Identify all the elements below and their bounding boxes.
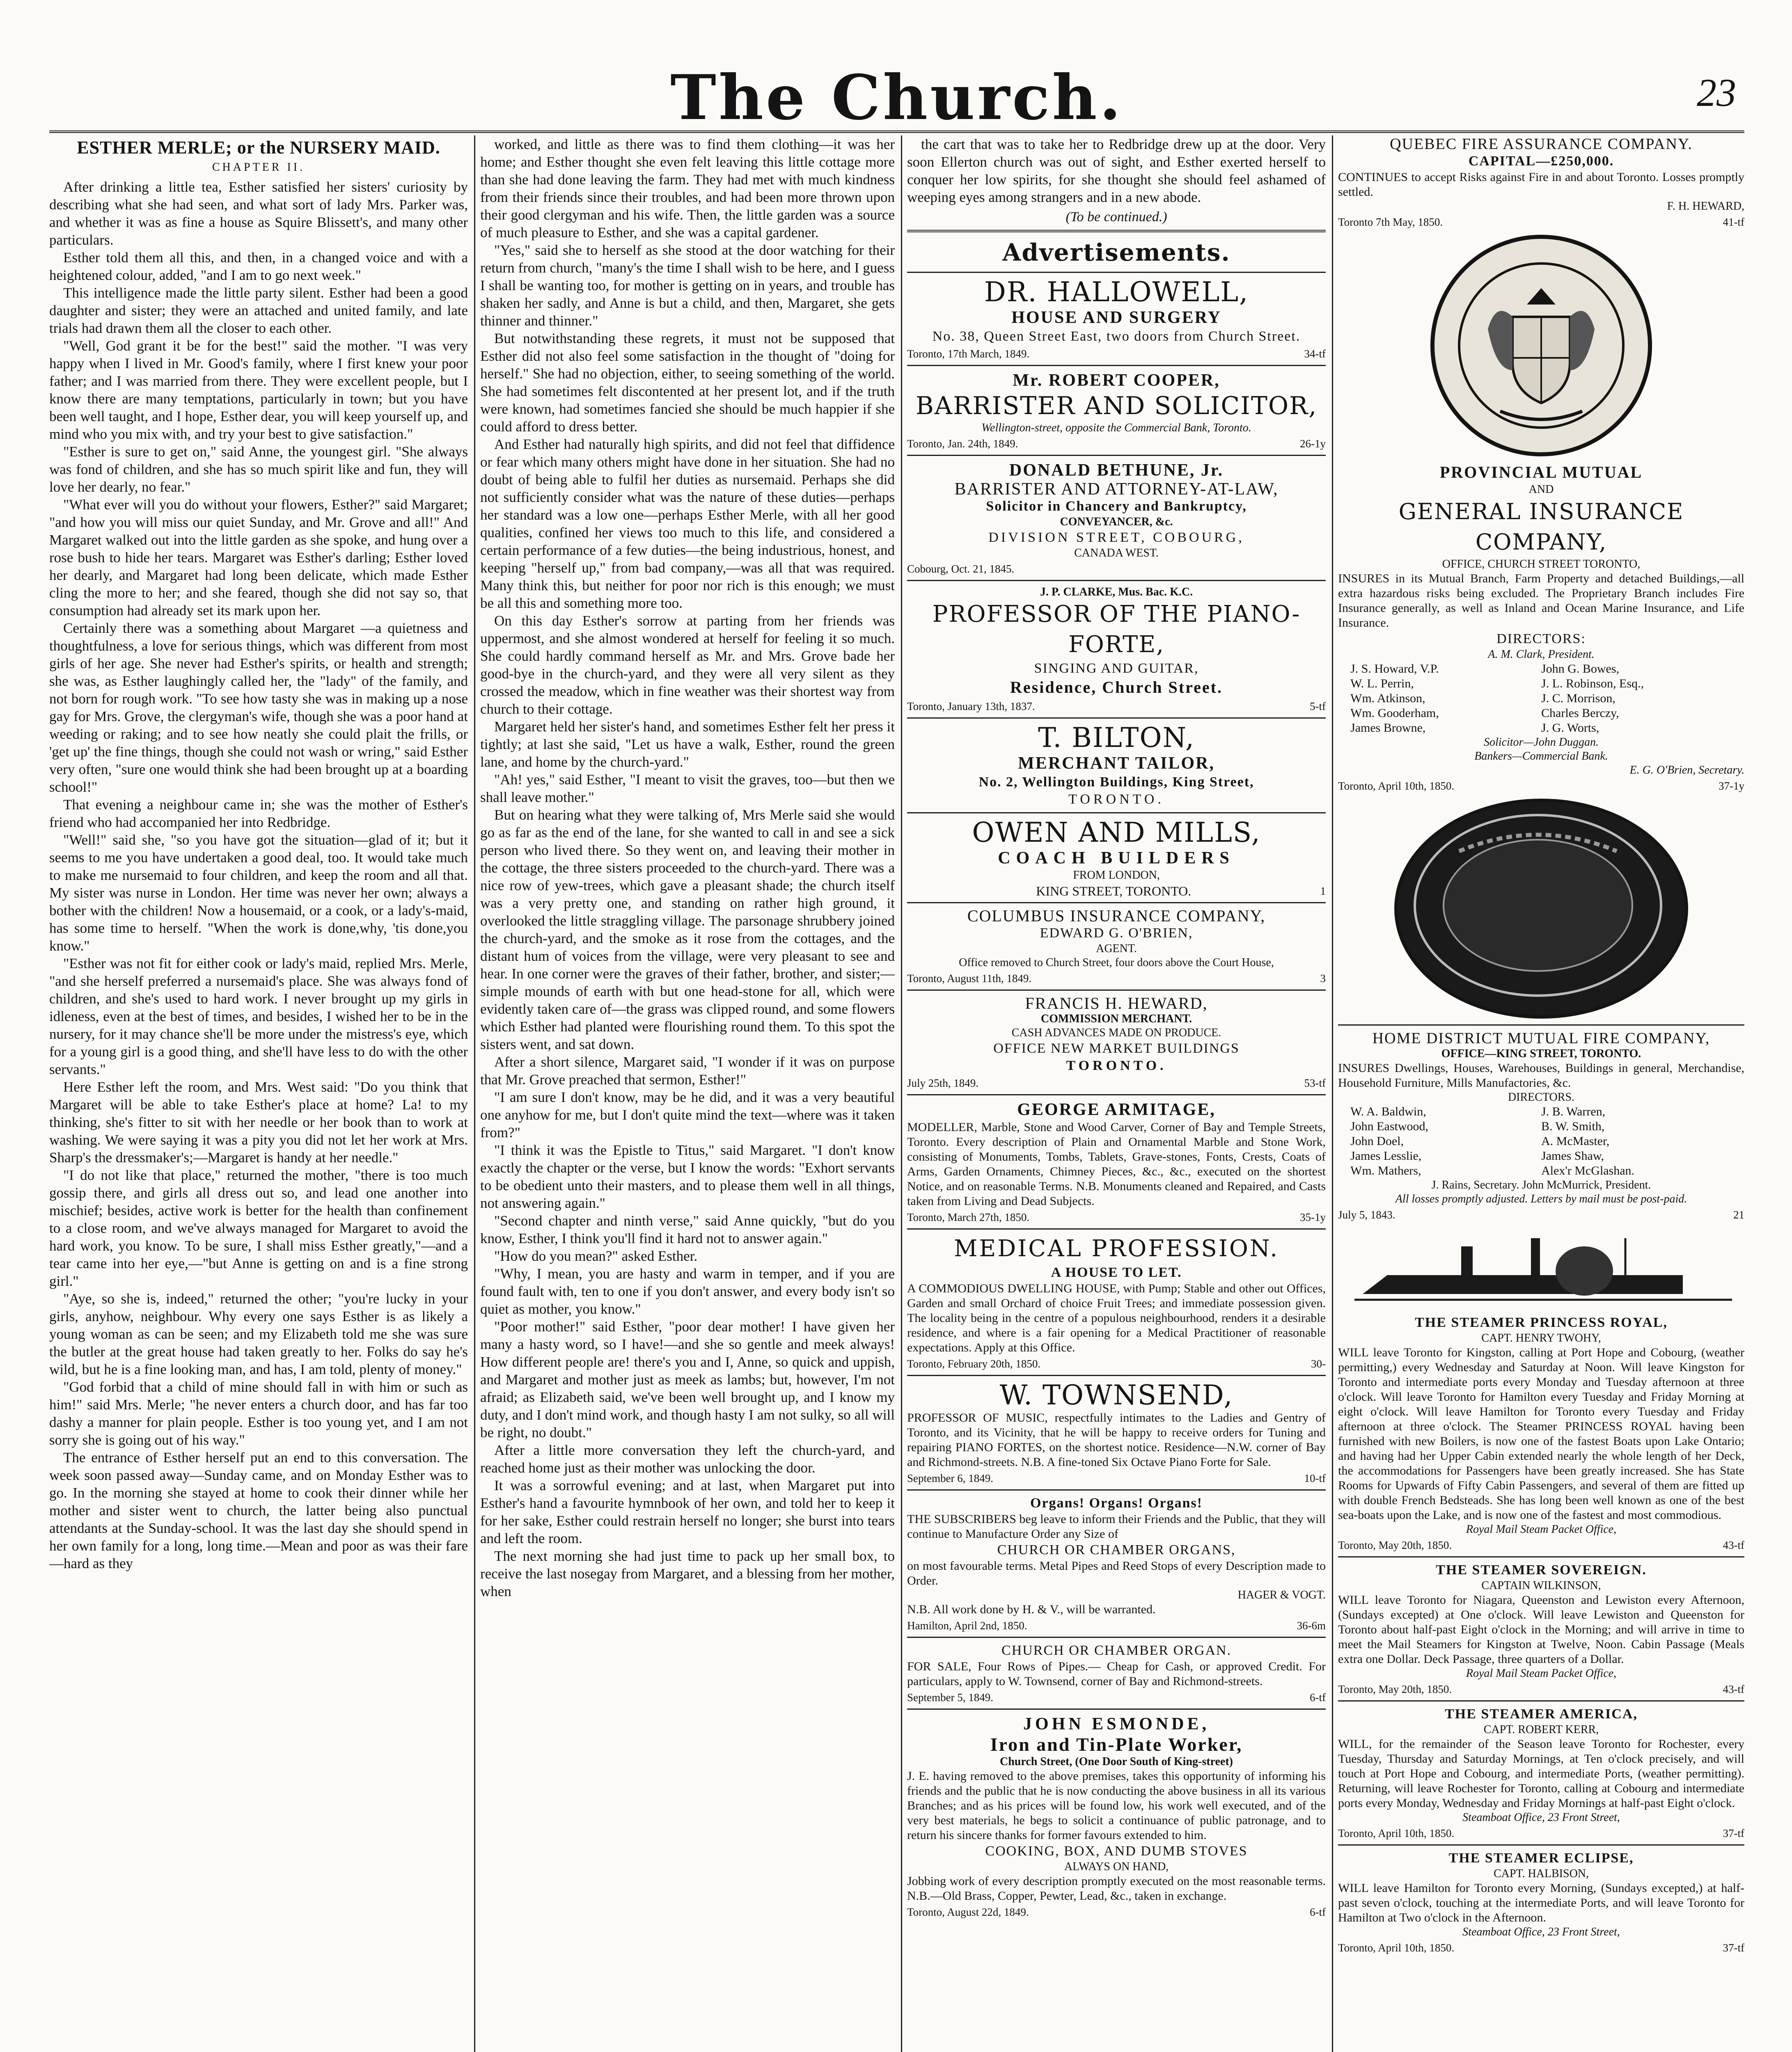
ad-heward: FRANCIS H. HEWARD, COMMISSION MERCHANT. CASH ADVANCES MADE ON PRODUCE. OFFICE NEW MARKET BUILDINGS TORONTO. July 25th, 1849. 53-tf — [907, 994, 1326, 1089]
director-name: Charles Berczy, — [1541, 706, 1619, 720]
story-paragraph: "I do not like that place," returned the mother, "there is too much gossip there, and girls all dress out so, and lead one another into mischief; besides, active work is better for the health than confinement to a close room, and we've always managed for Margaret to avoid the hard work, you know. To be sure, I shall miss Esther greatly,"—and a tear came into her eye,—"but Anne is getting on and is a fine strong girl." — [49, 1167, 468, 1289]
page-number: 23 — [1697, 71, 1736, 115]
ad-bethune: DONALD BETHUNE, Jr. BARRISTER AND ATTORNEY-AT-LAW, Solicitor in Chancery and Bankruptcy, CONVEYANCER, &c. DIVISION STREET, COBOURG, CANADA WEST. Cobourg, Oct. 21, 1845. — [907, 461, 1279, 575]
story-paragraph: On this day Esther's sorrow at parting from her friends was uppermost, and she almost wondered at herself for feeling it so much. She could hardly command herself as Mr. and Mrs. Grove bade her good-bye in the church-yard, and they were all very silent as they crossed the meadow, which in fine weather was their shortest way from church to their cottage. — [480, 613, 895, 717]
ad-organ-sale: CHURCH OR CHAMBER ORGAN. FOR SALE, Four Rows of Pipes.— Cheap for Cash, or approved Credit. For particulars, apply to W. Townsend, corner of Bay and Richmond-streets. September 5, 1849. 6-tf — [907, 1643, 1326, 1704]
story-paragraph: After a short silence, Margaret said, "I wonder if it was on purpose that Mr. Grove preached that sermon, Esther!" — [480, 1054, 895, 1088]
ad-home-district: HOME DISTRICT MUTUAL FIRE COMPANY, OFFICE—KING STREET, TORONTO. INSURES Dwellings, Houses, Warehouses, Buildings in general, Merchandise, Household Furniture, Mills Manufactories, &c. DIRECTORS. W. A. Baldwin, John Eastwood, John Doel, James Lesslie, Wm. Mathers, J. B. Warren, B. W. Smith, A. McMaster, James Shaw, Alex'r McGlashan. J. Rains, Secretary. John McMurrick, President. All losses promptly adjusted. Letters by mail must be post-paid. July 5, 1843. 21 — [1338, 1030, 1744, 1221]
story-paragraph: "Well!" said she, "so you have got the situation—glad of it; but it seems to me you have undertaken a good deal, too. It would take much to make me nursemaid to four children, and keep the room and all that. My sister was nurse in London. Her time was never her own; always a bother with the children! Now a housemaid, or a cook, or a lady's-maid, has some time to herself. "When the work is done,why, 'tis done,you know." — [49, 832, 468, 954]
director-name: John G. Bowes, — [1541, 662, 1620, 676]
column-2 — [480, 135, 895, 2052]
newspaper-title: The Church. — [670, 62, 1123, 134]
director-name: Wm. Atkinson, — [1350, 692, 1425, 705]
story-paragraph: "Poor mother!" said Esther, "poor dear mother! I have given her many a hasty word, so I have!—and she so gentle and meek always! How different people are! there's you and I, Anne, so quick and uppish, and Margaret and mother just as meek as lambs; but, however, I'm not afraid; as Elizabeth said, we've been well brought up, and I know my duty, and I don't mind work, and though hasty I am not sulky, so all will be right, no doubt." — [480, 1319, 895, 1441]
director-name: James Lesslie, — [1350, 1149, 1422, 1163]
story-paragraph: After drinking a little tea, Esther satisfied her sisters' curiosity by describing what she had seen, and what sort of lady Mrs. Parker was, and whether it was as fine a house as Squire Blissett's, and many other particulars. — [49, 179, 468, 248]
director-name: W. A. Baldwin, — [1350, 1105, 1426, 1118]
ad-clarke: J. P. CLARKE, Mus. Bac. K.C. PROFESSOR OF THE PIANO-FORTE, SINGING AND GUITAR, Residence, Church Street. Toronto, January 13th, 1837. 5-tf — [907, 586, 1326, 712]
story-paragraph: "Yes," said she to herself as she stood at the door watching for their return from church, "many's the time I shall wish to be here, and I guess I shall be wanting too, for mother is getting on in years, and trouble has shaken her sadly, and Anne is but a child, and then, Margaret, she gets thinner and thinner." — [480, 242, 895, 329]
to-be-continued: (To be continued.) — [1066, 209, 1167, 224]
story-paragraph: The entrance of Esther herself put an end to this conversation. The week soon passed away—Sunday came, and on Monday Esther was to go. In the morning she stayed at home to cook their dinner while her mother and sister went to church, the latter being also punctual attendants at the Sunday-school. It was the last day she should spend in her own family for a long, long time.—Mean and poor as was their fare—hard as they — [49, 1450, 468, 1571]
ad-armitage: GEORGE ARMITAGE, MODELLER, Marble, Stone and Wood Carver, Corner of Bay and Temple Streets, Toronto. Every description of Plain and Ornamental Marble and Stone Work, consisting of Monuments, Tombs, Tablets, Grave-stones, Fonts, Crests, Coats of Arms, Garden Ornaments, Chimney Pieces, &c., &c., executed on the shortest Notice, and on reasonable Terms. N.B. Monuments cleaned and Repaired, and Casts taken from Living and Dead Subjects. Toronto, March 27th, 1850. 35-1y — [907, 1100, 1326, 1223]
ad-america: THE STEAMER AMERICA, CAPT. ROBERT KERR, WILL, for the remainder of the Season leave Toronto for Rochester, every Tuesday, Thursday and Saturday Mornings, at Ten o'clock precisely, and will touch at Port Hope and Cobourg, and intermediate Ports, (weather permitting). Returning, will leave Rochester for Toronto, calling at Cobourg and intermediate ports every Monday, Wednesday and Friday Mornings at half-past Eight o'clock. Steamboat Office, 23 Front Street, Toronto, April 10th, 1850. 37-tf — [1338, 1706, 1744, 1839]
director-name: J. C. Morrison, — [1541, 692, 1616, 705]
advertisements-heading: Advertisements. — [1002, 238, 1231, 266]
director-name: J. L. Robinson, Esq., — [1541, 677, 1644, 690]
ad-esmonde: JOHN ESMONDE, Iron and Tin-Plate Worker, Church Street, (One Door South of King-street) J. E. having removed to the above premises, takes this opportunity of informing his friends and the public that he is now conducting the above business in all its various Branches; and as his prices will be found low, his work well executed, and of the very best materials, he begs to solicit a continuance of public patronage, and to return his sincere thanks for former favours extended to him. COOKING, BOX, AND DUMB STOVES ALWAYS ON HAND, Jobbing work of every description promptly executed on the most reasonable terms. N.B.—Old Brass, Copper, Pewter, Lead, &c., taken in exchange. Toronto, August 22d, 1849. 6-tf — [907, 1715, 1326, 1918]
story-paragraph: "I am sure I don't know, may be he did, and it was a very beautiful one anyhow for me, but I don't quite mind the text—where was it taken from?" — [480, 1089, 895, 1141]
director-name: John Doel, — [1350, 1134, 1404, 1148]
ad-bilton: T. BILTON, MERCHANT TAILOR, No. 2, Wellington Buildings, King Street, TORONTO. — [978, 722, 1254, 807]
story-paragraph: This intelligence made the little party silent. Esther had been a good daughter and sister; they were an attached and united family, and late trials had drawn them all the closer to each other. — [49, 285, 468, 336]
ad-eclipse: THE STEAMER ECLIPSE, CAPT. HALBISON, WILL leave Hamilton for Toronto every Morning, (Sundays excepted,) at half-past seven o'clock, touching at the intermediate Ports, and will leave Toronto for Hamilton at Two o'clock in the Afternoon. Steamboat Office, 23 Front Street, Toronto, April 10th, 1850. 37-tf — [1338, 1850, 1744, 1954]
story-paragraph: "Esther is sure to get on," said Anne, the youngest girl. "She always was fond of children, and she has so much spirit like and fun, they will love her dearly, no fear." — [49, 444, 468, 495]
ad-quebec: QUEBEC FIRE ASSURANCE COMPANY. CAPITAL—£250,000. CONTINUES to accept Risks against Fire in and about Toronto. Losses promptly settled. F. H. HEWARD, Toronto 7th May, 1850. 41-tf — [1338, 135, 1744, 228]
ad-sovereign: THE STEAMER SOVEREIGN. CAPTAIN WILKINSON, WILL leave Toronto for Niagara, Queenston and Lewiston every Afternoon, (Sundays excepted) at One o'clock. Will leave Lewiston and Queenston for Toronto about half-past Eight o'clock in the Morning; and will arrive in time to meet the Mail Steamers for Kingston at Twelve, Noon. Cabin Passage (Meals extra one Dollar. Deck Passage, three quarters of a Dollar. Royal Mail Steam Packet Office, Toronto, May 20th, 1850. 43-tf — [1338, 1562, 1744, 1695]
story-paragraph: After a little more conversation they left the church-yard, and reached home just as their mother was unlocking the door. — [480, 1442, 895, 1476]
story-paragraph: But notwithstanding these regrets, it must not be supposed that Esther did not also feel some satisfaction in the thought of "doing for herself." She had no objection, either, to seeing something of the world. She had sometimes felt discontented at her present lot, and if the truth were known, had sometimes fancied she should be much happier if she could afford to dress better. — [480, 330, 895, 435]
story-paragraph: "Esther was not fit for either cook or lady's maid, replied Mrs. Merle, "and she herself preferred a nursemaid's place. She was always fond of children, and she's used to hard work. I never brought up my girls in idleness, even at the best of times, and besides, I wished her to be in the nursery, for it may chance she'll be more under the mistress's eye, which for a young girl is a good thing, and she'll have less to do with the other servants." — [49, 955, 468, 1077]
chapter-heading: CHAPTER II. — [212, 161, 305, 174]
director-name: A. McMaster, — [1541, 1134, 1610, 1148]
story-paragraph: "Ah! yes," said Esther, "I meant to visit the graves, too—but then we shall leave mother." — [480, 772, 895, 805]
story-paragraph: It was a sorrowful evening; and at last, when Margaret put into Esther's hand a favourite hymnbook of her own, and told her to keep it for her sake, Esther could restrain herself no longer; she burst into tears and left the room. — [480, 1477, 895, 1546]
story-text — [480, 135, 895, 1600]
story-paragraph: worked, and little as there was to find them clothing—it was her home; and Esther thought she even felt leaving this little cottage more than she had done leaving the farm. They had met with much kindness from their friends since their troubles, and had been more thrown upon their good clergyman and his wife. Then, the little garden was a source of much pleasure to Esther, and she was a capital gardener. — [480, 136, 895, 240]
story-paragraph: Esther told them all this, and then, in a changed voice and with a heightened colour, added, "and I am to go next week." — [49, 250, 468, 283]
ad-columbus: COLUMBUS INSURANCE COMPANY, EDWARD G. O'BRIEN, AGENT. Office removed to Church Street, four doors above the Court House, Toronto, August 11th, 1849. 3 — [907, 907, 1326, 985]
story-title: ESTHER MERLE; or the NURSERY MAID. — [77, 137, 440, 158]
story-paragraph: Here Esther left the room, and Mrs. West said: "Do you think that Margaret will be able to take Esther's place at home? La! to my thinking, she's fitter to sit with her needle or her book than to work at washing. We were saying it was a pity you did not let her work at Mrs. Sharp's the dressmaker's;—Margaret is handy at her needle." — [49, 1079, 468, 1166]
story-paragraph: "What ever will you do without your flowers, Esther?" said Margaret; "and how you will miss our quiet Sunday, and Mr. Grove and all!" And Margaret walked out into the little garden as she spoke, and hung over a rose bush to hide her tears. Margaret was Esther's darling; Esther loved her dearly, and Margaret had long been delicate, which made Esther cling the more to her; and she feared, though she did not say so, that consumption had already set its mark upon her. — [49, 497, 468, 618]
director-name: Alex'r McGlashan. — [1541, 1164, 1635, 1177]
ad-princess-royal: THE STEAMER PRINCESS ROYAL, CAPT. HENRY TWOHY, WILL leave Toronto for Kingston, calling at Port Hope and Cobourg, (weather permitting,) every Wednesday and Saturday at Noon. Will leave Kingston for Toronto and intermediate ports every Monday and Tuesday afternoon at three o'clock. Will leave Toronto for Hamilton every Tuesday and Friday Morning at eight o'clock. Will leave Hamilton for Toronto every Tuesday and Friday afternoon at three o'clock. The Steamer PRINCESS ROYAL having been furnished with new Boilers, is now one of the fastest Boats upon Lake Ontario; and having had her Upper Cabin extended nearly the whole length of her Deck, the accommodations for Passengers have been greatly increased. She has State Rooms for Upwards of Fifty Cabin Passengers, and several of them are fitted up with double French Bedsteads. She has long been well known as one of the best sea-boats upon the Lake, and is now one of the fastest and most commodious. Royal Mail Steam Packet Office, Toronto, May 20th, 1850. 43-tf — [1338, 1315, 1744, 1551]
story-paragraph: "Well, God grant it be for the best!" said the mother. "I was very happy when I lived in Mr. Good's family, where I first knew your poor father; and I was married from there. They were excellent people, but I know there are many temptations, particularly in town; but you have been well taught, and I hope, Esther dear, you will keep yourself up, and mind who you mix with, and try your best to give satisfaction." — [49, 338, 468, 442]
company-seal-emblem — [1430, 235, 1652, 456]
story-paragraph: "Aye, so she is, indeed," returned the other; "you're lucky in your girls, anyhow, neighbour. Why every one says Esther is as likely a young woman as can be seen; and my Elizabeth told me she was sure the butler at the great house had taken greatly to her. Folks do say he's wild, but he is a fine looking man, and has, I am told, plenty of money." — [49, 1291, 468, 1377]
home-district-seal-emblem — [1394, 799, 1688, 1019]
ad-organs: Organs! Organs! Organs! THE SUBSCRIBERS beg leave to inform their Friends and the Public, that they will continue to Manufacture Order any Size of CHURCH OR CHAMBER ORGANS, on most favourable terms. Metal Pipes and Reed Stops of every Description made to Order. HAGER & VOGT. N.B. All work done by H. & V., will be warranted. Hamilton, April 2nd, 1850. 36-6m — [907, 1495, 1326, 1632]
ad-provincial: PROVINCIAL MUTUAL AND GENERAL INSURANCE COMPANY, OFFICE, CHURCH STREET TORONTO, INSURES in its Mutual Branch, Farm Property and detached Buildings,—all extra hazardous risks being excluded. The Proprietary Branch includes Fire Insurance generally, as well as Inland and Ocean Marine Insurance, and Life Insurance. DIRECTORS: A. M. Clark, President. J. S. Howard, V.P. W. L. Perrin, Wm. Atkinson, Wm. Gooderham, James Browne, John G. Bowes, J. L. Robinson, Esq., J. C. Morrison, Charles Berczy, J. G. Worts, Solicitor—John Duggan. Bankers—Commercial Bank. E. G. O'Brien, Secretary. Toronto, April 10th, 1850. 37-1y — [1338, 463, 1744, 792]
ad-medical: MEDICAL PROFESSION. A HOUSE TO LET. A COMMODIOUS DWELLING HOUSE, with Pump; Stable and other out Offices, Garden and small Orchard of choice Fruit Trees; and immediate possession given. The locality being in the centre of a populous neighbourhood, renders it a desirable residence, and where is a fair opening for a Medical Practitioner of reasonable expectations. Apply at this Office. Toronto, February 20th, 1850. 30- — [907, 1235, 1326, 1370]
column-rule — [474, 135, 475, 2052]
story-paragraph: the cart that was to take her to Redbridge drew up at the door. Very soon Ellerton church was out of sight, and Esther exerted herself to conquer her low spirits, for she thought she should feel ashamed of weeping eyes among strangers and in a new abode. — [907, 136, 1326, 205]
story-paragraph: "Second chapter and ninth verse," said Anne quickly, "but do you know, Esther, I think you'll find it hard not to answer again." — [480, 1213, 895, 1246]
story-paragraph: "God forbid that a child of mine should fall in with him or such as him!" said Mrs. Merle; "he never enters a church door, and has far too dashy a manner for plain people. Esther is too young yet, and I am not sorry she is going out of his way." — [49, 1379, 468, 1448]
director-name: Wm. Mathers, — [1350, 1164, 1421, 1177]
column-3 — [907, 135, 1326, 2052]
director-name: James Browne, — [1350, 721, 1426, 735]
ad-cooper: Mr. ROBERT COOPER, BARRISTER AND SOLICITOR, Wellington-street, opposite the Commercial Bank, Toronto. Toronto, Jan. 24th, 1849. 26-1y — [907, 371, 1326, 450]
director-name: James Shaw, — [1541, 1149, 1604, 1163]
story-paragraph: That evening a neighbour came in; she was the mother of Esther's friend who had accompanied her into Redbridge. — [49, 797, 468, 830]
masthead-rule — [49, 131, 1744, 133]
director-name: John Eastwood, — [1350, 1120, 1428, 1133]
ad-owen-mills: OWEN AND MILLS, COACH BUILDERS FROM LONDON, KING STREET, TORONTO. 1 — [972, 817, 1326, 898]
story-paragraph: Margaret held her sister's hand, and sometimes Esther felt her press it tightly; at last she said, "Let us have a walk, Esther, round the green lane, and home by the church-yard." — [480, 719, 895, 770]
story-paragraph: "How do you mean?" asked Esther. — [494, 1248, 698, 1264]
director-name: W. L. Perrin, — [1350, 677, 1414, 690]
story-paragraph: The next morning she had just time to pack up her small box, to receive the last nosegay from Margaret, and a blessing from her mother, when — [480, 1548, 895, 1599]
story-paragraph: Certainly there was a something about Margaret —a quietness and thoughtfulness, a love for serious things, which was different from most girls of her age. She never had Esther's spirits, or health and strength; she was, as Esther laughingly called her, the "lady" of the family, and not born for rough work. "To see how tasty she was in making up a nose gay for Mrs. Grove, the clergyman's wife, though she was a poor hand at weeding or raking; and to see how neatly she could plait the frills, or 'get up' the fine things, though she could not wash or wring," said Esther very often, "sure one would think she had been brought up at a boarding school!" — [49, 620, 468, 795]
column-1 — [49, 135, 468, 2052]
director-name: B. W. Smith, — [1541, 1120, 1605, 1133]
story-paragraph: And Esther had naturally high spirits, and did not feel that diffidence or fear which many others might have done in her situation. She had no doubt of being able to fulfil her duties as nursemaid. Perhaps she did not sufficiently consider what was the nature of these duties—perhaps her standard was a low one—perhaps Esther Merle, with all her good qualities, confined her views too much to this life, and considered a certain performance of a few duties—the being industrious, honest, and keeping "herself up," from bad company,—was all that was required. Many think this, but neither for poor nor rich is this enough; we must be all this and something more too. — [480, 436, 895, 611]
story-paragraph: "I think it was the Epistle to Titus," said Margaret. "I don't know exactly the chapter or the verse, but I know the words: "Exhort servants to be obedient unto their masters, and to please them well in all things, not answering again." — [480, 1142, 895, 1211]
steamboat-illustration — [1338, 1222, 1744, 1312]
story-text — [49, 178, 468, 1572]
story-paragraph: But on hearing what they were talking of, Mrs Merle said she would go as far as the end of the lane, for she wanted to call in and see a sick person who lived there. So they went on, and leaving their mother in the cottage, the three sisters proceeded to the church-yard. There was a nice row of yew-trees, which gave a pleasant shade; the church itself was a very pretty one, and standing on rather high ground, it overlooked the little straggling village. The parsonage shrubbery joined the church-yard, and the smoke as it rose from the cottages, and the distant hum of voices from the village, were very pleasant to see and hear. In one corner were the graves of their father, brother, and sister;—simple mounds of earth with but one head-stone for all, which were evidently taken care of—the grass was clipped round, and some flowers which Esther had planted were flourishing round them. To this spot the sisters went, and sat down. — [480, 807, 895, 1052]
director-name: J. G. Worts, — [1541, 721, 1600, 735]
column-rule — [901, 135, 902, 2052]
director-name: Wm. Gooderham, — [1350, 706, 1439, 720]
ad-townsend: W. TOWNSEND, PROFESSOR OF MUSIC, respectfully intimates to the Ladies and Gentry of Toronto, and its Vicinity, that he will be happy to receive orders for Tuning and repairing PIANO FORTES, on the shortest notice. Residence—N.W. corner of Bay and Richmond-streets. N.B. A fine-toned Six Octave Piano Forte for Sale. September 6, 1849. 10-tf — [907, 1379, 1326, 1484]
ad-hallowell: DR. HALLOWELL, HOUSE AND SURGERY No. 38, Queen Street East, two doors from Church Street. Toronto, 17th March, 1849. 34-tf — [907, 276, 1326, 360]
director-name: J. B. Warren, — [1541, 1105, 1606, 1118]
story-text — [907, 135, 1326, 206]
column-rule — [1332, 135, 1333, 2052]
story-paragraph: "Why, I mean, you are hasty and warm in temper, and if you are found fault with, ten to one if you don't answer, and every body isn't so quiet as mother, you know." — [480, 1266, 895, 1317]
column-4 — [1338, 135, 1744, 2052]
director-name: J. S. Howard, V.P. — [1350, 662, 1439, 676]
